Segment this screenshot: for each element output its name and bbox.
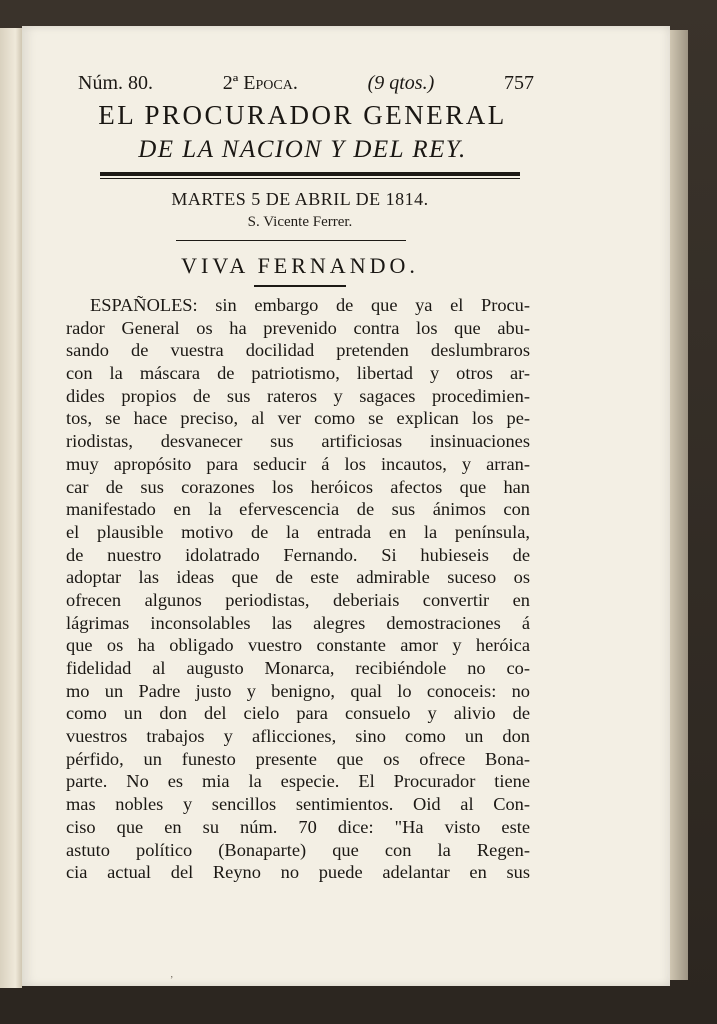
- article-line: fidelidad al augusto Monarca, recibiéndole no co-: [66, 658, 530, 678]
- epoch-label: 2ª Epoca.: [222, 72, 298, 94]
- article-line: astuto político (Bonaparte) que con la Regen-: [66, 839, 530, 860]
- article-line: el plausible motivo de la entrada en la península,: [66, 521, 530, 542]
- article-body: [66, 294, 530, 884]
- article-line: muy apropósito para seducir á los incautos, y arran-: [66, 453, 530, 474]
- article-line: manifestado en la efervescencia de sus ánimos con: [66, 499, 530, 520]
- article-line: riodistas, desvanecer sus artificiosas insinuaciones: [66, 431, 530, 452]
- article-line: ESPAÑOLES: sin embargo de que ya el Procu-: [90, 295, 530, 315]
- dateline: MARTES 5 DE ABRIL DE 1814.: [171, 189, 429, 209]
- article-heading: VIVA FERNANDO.: [181, 253, 419, 278]
- issue-header: [78, 72, 534, 95]
- article-line: tos, se hace preciso, al ver como se explican los pe-: [66, 408, 530, 429]
- article-line: parte. No es mia la especie. El Procurador tiene: [66, 771, 530, 792]
- issue-number: Núm. 80.: [78, 72, 153, 94]
- article-line: con la máscara de patriotismo, libertad y otros ar-: [66, 363, 530, 384]
- heading-underline: [254, 285, 346, 287]
- article-line: sando de vuestra docilidad pretenden deslumbraros: [66, 340, 530, 361]
- article-line: pérfido, un funesto presente que os ofrece Bona-: [66, 748, 530, 769]
- masthead-subtitle: DE LA NACION Y DEL REY.: [138, 136, 467, 163]
- quartos-label: (9 qtos.): [367, 72, 435, 94]
- article-line: lágrimas inconsolables las alegres demostraciones á: [66, 612, 530, 633]
- article-line: dides propios de sus rateros y sagaces procedimien-: [66, 385, 530, 406]
- article-line: rador General os ha prevenido contra los que abu-: [66, 317, 530, 338]
- masthead-rule-thin: [100, 178, 520, 179]
- article-line: car de sus corazones los heróicos afectos que han: [66, 476, 530, 497]
- article-line: ofrecen algunos periodistas, deberiais convertir en: [66, 589, 530, 610]
- article-line: vuestros trabajos y aflicciones, sino como un don: [66, 726, 530, 747]
- article-line: ciso que en su núm. 70 dice: "Ha visto este: [66, 816, 530, 837]
- article-line: mo un Padre justo y benigno, qual lo conoceis: no: [66, 680, 530, 701]
- section-divider: [176, 240, 406, 241]
- article-line: mas nobles y sencillos sentimientos. Oid al Con-: [66, 794, 530, 815]
- ink-mark: ʼ: [170, 975, 174, 986]
- article-line: de nuestro idolatrado Fernando. Si hubieseis de: [66, 544, 530, 565]
- page-number: 757: [503, 72, 534, 94]
- masthead-title: EL PROCURADOR GENERAL: [98, 100, 507, 130]
- masthead-rule-thick: [100, 172, 520, 176]
- article-line: como un don del cielo para consuelo y alivio de: [66, 703, 530, 724]
- article-line: adoptar las ideas que de este admirable suceso os: [66, 567, 530, 588]
- article-line: que os ha obligado vuestro constante amor y heróica: [66, 635, 530, 656]
- article-line: cia actual del Reyno no puede adelantar en sus: [66, 862, 530, 883]
- facing-page-edge: [0, 28, 22, 988]
- page-edge-shadow: [670, 30, 688, 980]
- saint-of-day: S. Vicente Ferrer.: [247, 214, 353, 230]
